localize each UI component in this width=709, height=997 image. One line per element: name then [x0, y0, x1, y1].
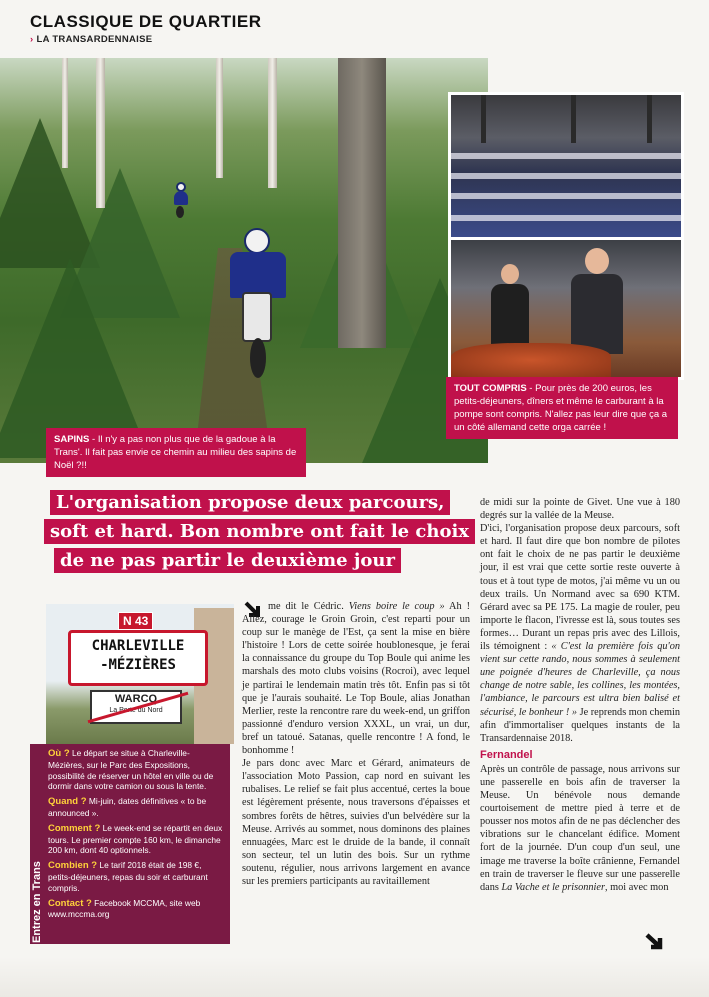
article-text: D'ici, l'organisation propose deux parcours, soft et hard. Il faut dire que bon nombre de pilotes ont fait le choix de ne pas partir le deuxième jour, il est vrai que cette sortie reste ouverte à tous et à tout type de motos, j'ai même vu un ou deux trails. Un Normand avec sa 690 KTM. Gérard avec sa PE 175. La magie de rouler, peu importe le flacon, l'ivresse est là, sous toutes ses formes… Durant un repas pris avec des Lillois, ils témoignent :: [480, 523, 680, 653]
article-paragraph: [480, 763, 680, 894]
caption-text: - Il n'y a pas non plus que de la gadoue à la Trans'. Il fait pas envie ce chemin au milieu des sapins de Noël ?!!: [54, 434, 297, 471]
article-text: Je reprends mon chemin afin d'immortaliser quelques instants de la Transardennaise 2018.: [480, 706, 680, 744]
article-text-italic: Viens boire le coup »: [348, 601, 445, 612]
info-key: Quand ?: [48, 796, 87, 808]
info-text: Le tarif 2018 était de 198 €, petits-déjeuners, repas du soir et carburant compris.: [48, 860, 208, 893]
article-column-right: [480, 496, 680, 894]
route-number: N 43: [118, 612, 153, 630]
pizza-tray: [451, 343, 611, 377]
photo-road-sign: [46, 604, 234, 744]
article-text: , moi avec mon: [604, 881, 669, 893]
article-paragraph: [242, 600, 470, 757]
caption-lead: SAPINS: [54, 434, 90, 445]
info-item: [48, 796, 226, 819]
caption-sapins: [46, 428, 306, 477]
hall-beam: [481, 95, 486, 143]
tree-trunk: [96, 58, 105, 208]
hall-beam: [571, 95, 576, 143]
info-key: Où ?: [48, 748, 70, 759]
info-key: Combien ?: [48, 860, 98, 872]
hall-beam: [647, 95, 652, 143]
page-edge-shadow: [0, 957, 709, 997]
rubric-subtitle-text: LA TRANSARDENNAISE: [36, 34, 153, 45]
info-box-content: [48, 748, 226, 924]
town-sign: [68, 630, 208, 686]
info-item: [48, 823, 226, 856]
article-subhead: Fernandel: [480, 748, 533, 761]
article-column-middle: [242, 600, 470, 888]
article-text: me dit le Cédric.: [268, 601, 349, 612]
pull-quote-line: L'organisation propose deux parcours,: [50, 490, 450, 515]
caption-text: - Pour près de 200 euros, les petits-déjeuners, dîners et même le carburant à la pompe sont compris. N'allez pas leur dire que ça a un côté allemand cette orga carrée !: [454, 383, 668, 433]
village-exit-sign: [90, 690, 182, 724]
article-paragraph: Je pars donc avec Marc et Gérard, animateurs de l'association Moto Passion, cap nord en suivant les rubalises. Le relief se fait plus accentué, certes la boue est légèrement présente, nous traversons d'épaisses et sombres forêts de hêtres, suivies d'un belvédère sur la Meuse. Arrivés au sommet, nous dominons des plaines ennuagées, Marc est le druide de la bande, il connaît son secteur, tel un lutin des bois. Sur un rythme soutenu, régulier, nous arrivons largement en avance sur les premiers participants au ravitaillement: [242, 758, 470, 887]
tree-trunk-large: [338, 58, 386, 348]
photo-forest-trail: [0, 58, 488, 463]
arrow-down-right-icon: [644, 932, 666, 952]
info-box: [30, 744, 230, 944]
caption-tout-compris: [446, 377, 678, 439]
info-box-side: [30, 744, 44, 944]
info-text: Mi-juin, dates définitives « to be announced ».: [48, 796, 207, 818]
article-paragraph: de midi sur la pointe de Givet. Une vue à 180 degrés sur la vallée de la Meuse.: [480, 497, 680, 522]
info-item: [48, 860, 226, 893]
pull-quote-line: de ne pas partir le deuxième jour: [54, 548, 401, 573]
info-text: Le week-end se répartit en deux tours. Le premier compte 160 km, le dimanche 200 km, dont 40 optionnels.: [48, 822, 223, 856]
hall-table-row: [451, 215, 681, 221]
photo-pizza-server: [448, 240, 684, 380]
town-sign-line: -MÉZIÈRES: [100, 657, 176, 673]
info-key: Comment ?: [48, 822, 101, 834]
tree-trunk: [62, 58, 68, 168]
pull-quote: [40, 490, 480, 577]
article-paragraph: [480, 522, 680, 745]
chevron-right-icon: ›: [30, 34, 34, 45]
hall-table-row: [451, 193, 681, 199]
article-text: Ah ! Allez, courage le Groin Groin, c'est reparti pour un coup sur le manège de l'Est, ça sent la mise en bière l'histoire ! Lors de cette soirée houblonesque, je ferai la connaissance du groupe du Top Boule qui anime les marshals des moto clubs voisins (Rocroi), avec lequel je partirai le lendemain matin très tôt. Enfin pas si tôt que je l'aurais souhaité. Le Top Boule, alias Jonathan Merlier, reste la rencontre rare du week-end, un griffon passionné d'enduro version XXXL, un vrai, un dur, bref un tatoué. Satanas, quelle rencontre ! A fond, le bonhomme !: [242, 601, 471, 757]
tree-trunk: [268, 58, 277, 188]
info-text: Facebook MCCMA, site web www.mccma.org: [48, 897, 201, 920]
pull-quote-line: soft et hard. Bon nombre ont fait le choix: [44, 519, 475, 544]
article-text: Après un contrôle de passage, nous arrivons sur une passerelle en bois afin de traverser la Meuse. Un bénévole nous demande courtoisement de mettre pied à terre et de pousser nos motos afin de ne pas déclencher des vibrations sur le chancelant édifice. Moment fort de la journée. D'un coup d'un seul, une image me traverse la boîte crânienne, Fernandel en train de traverser le fleuve sur une passerelle dans: [480, 763, 680, 893]
hall-table-row: [451, 153, 681, 159]
rubric-title: CLASSIQUE DE QUARTIER: [30, 12, 262, 31]
town-sign-line: CHARLEVILLE: [91, 638, 185, 654]
photo-dining-hall: [448, 92, 684, 240]
info-text: Le départ se situe à Charleville-Mézières, sur le Parc des Expositions, possibilité de réserver un hôtel en ville ou de dormir dans votre camion ou sous la tente.: [48, 748, 214, 792]
tree-trunk: [216, 58, 223, 178]
info-item: [48, 748, 226, 792]
info-box-side-label: Entrez en Trans: [31, 861, 43, 943]
article-quote: « C'est la première fois qu'on vient sur cette rando, nous sommes à seulement une poignée d'heures de Charleville, ça nous change de notre sable, les collines, les montées, l'ambiance, le parcours est ultra bien balisé et sécurisé, le bonheur ! »: [480, 641, 680, 718]
village-subtitle: La Porte du Nord: [109, 707, 163, 714]
hall-table-row: [451, 173, 681, 179]
caption-lead: TOUT COMPRIS: [454, 383, 527, 394]
village-name: WARCQ: [114, 693, 158, 705]
info-key: Contact ?: [48, 897, 92, 909]
rubric-subtitle: [30, 34, 262, 45]
rubric-header: [30, 12, 262, 45]
info-item: [48, 898, 226, 921]
article-text-italic: La Vache et le prisonnier: [501, 881, 605, 893]
